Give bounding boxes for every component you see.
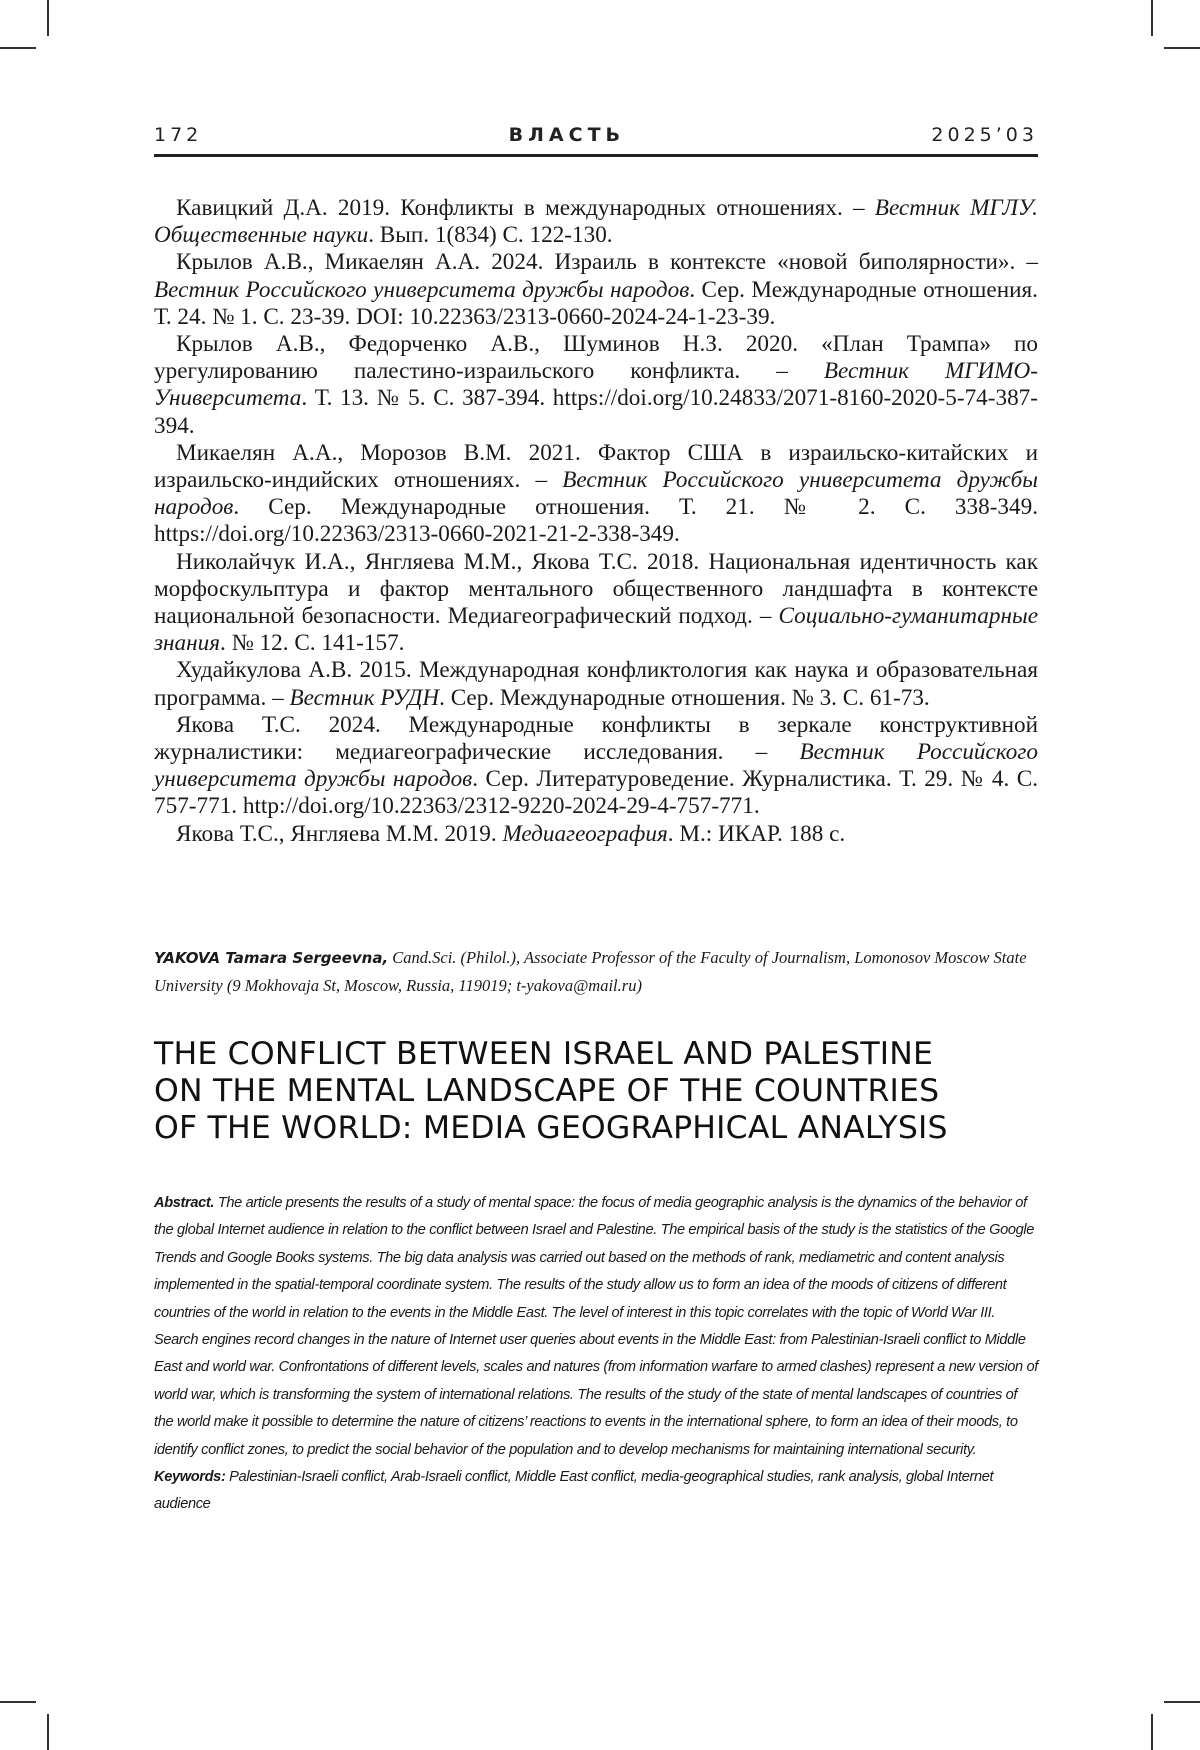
reference-item: Николайчук И.А., Янгляева М.М., Якова Т.С. 2018. Национальная идентичность как морфоскульптура и фактор ментального общественного ландшафта в контексте национальной безопасности. Медиагеографический подход. – Социально-гуманитарные знания. № 12. С. 141-157. [154,548,1038,657]
reference-item: Кавицкий Д.А. 2019. Конфликты в международных отношениях. – Вестник МГЛУ. Общественные науки. Вып. 1(834) С. 122-130. [154,195,1038,249]
reference-item: Микаелян А.А., Морозов В.М. 2021. Фактор США в израильско-китайских и израильско-индийских отношениях. – Вестник Российского университета дружбы народов. Сер. Международные отношения. Т. 21. № 2. С. 338-349. https://doi.org/10.22363/2313-0660-2021-21-2-338-349. [154,439,1039,548]
reference-list [154,195,1038,848]
issue-number: 2025’03 [931,124,1038,146]
author-name: YAKOVA Tamara Sergeevna, [154,949,389,967]
crop-mark-top-right-horizontal [1164,47,1200,49]
crop-mark-top-left-horizontal [0,47,36,49]
crop-mark-bottom-right-horizontal [1164,1701,1200,1703]
reference-item: Якова Т.С. 2024. Международные конфликты в зеркале конструктивной журналистики: медиагеографические исследования. – Вестник Российского университета дружбы народов. Сер. Литературоведение. Журналистика. Т. 29. № 4. С. 757-771. http://doi.org/10.22363/2312-9220-2024-29-4-757-771. [154,711,1038,820]
abstract-text: The article presents the results of a study of mental space: the focus of media geographic analysis is the dynamics of the behavior of the global Internet audience in relation to the conflict between Israel and Palestine. The empirical basis of the study is the statistics of the Google Trends and Google Books systems. The big data analysis was carried out based on the methods of rank, mediametric and content analysis implemented in the spatial-temporal coordinate system. The results of the study allow us to form an idea of the moods of citizens of different countries of the world in relation to the events in the Middle East. The level of interest in this topic correlates with the topic of World War III. Search engines record changes in the nature of Internet user queries about events in the Middle East: from Palestinian-Israeli conflict to Middle East and world war. Confrontations of different levels, scales and natures (from information warfare to armed clashes) represent a new version of world war, which is transforming the system of international relations. The results of the study of the state of mental landscapes of countries of the world make it possible to determine the nature of citizens’ reactions to events in the international sphere, to form an idea of their moods, to identify conflict zones, to predict the social behavior of the population and to develop mechanisms for maintaining international security. [154,1195,1038,1458]
article-title [154,1036,1054,1147]
page-number: 172 [154,124,203,146]
title-line: THE CONFLICT BETWEEN ISRAEL AND PALESTINE [154,1036,934,1072]
header-rule [154,154,1038,157]
title-line: ON THE MENTAL LANDSCAPE OF THE COUNTRIES [154,1073,940,1109]
keywords-text: Palestinian-Israeli conflict, Arab-Israeli conflict, Middle East conflict, media-geographical studies, rank analysis, global Internet audience [154,1469,994,1513]
reference-item: Крылов А.В., Микаелян А.А. 2024. Израиль в контексте «новой биполярности». – Вестник Российского университета дружбы народов. Сер. Международные отношения. Т. 24. № 1. С. 23-39. DOI: 10.22363/2313-0660-2024-24-1-23-39. [154,249,1038,330]
author-info [154,944,1040,999]
reference-item: Крылов А.В., Федорченко А.В., Шуминов Н.З. 2020. «План Трампа» по урегулированию палестино-израильского конфликта. – Вестник МГИМО-Университета. Т. 13. № 5. С. 387-394. https://doi.org/10.24833/2071-8160-2020-5-74-387-394. [154,331,1038,439]
reference-item: Якова Т.С., Янгляева М.М. 2019. Медиагеография. М.: ИКАР. 188 с. [176,820,846,847]
crop-mark-bottom-left-vertical [47,1714,49,1750]
title-line: OF THE WORLD: MEDIA GEOGRAPHICAL ANALYSIS [154,1110,948,1146]
crop-mark-bottom-left-horizontal [0,1701,36,1703]
abstract-block [154,1190,1038,1519]
keywords [154,1464,1038,1519]
reference-item: Худайкулова А.В. 2015. Международная конфликтология как наука и образовательная программа. – Вестник РУДН. Сер. Международные отношения. № 3. С. 61-73. [154,657,1038,711]
keywords-label: Keywords: [154,1469,226,1486]
running-header [154,124,1038,146]
crop-mark-top-left-vertical [47,0,49,36]
crop-mark-bottom-right-vertical [1151,1714,1153,1750]
crop-mark-top-right-vertical [1151,0,1153,36]
journal-name: ВЛАСТЬ [508,124,626,146]
abstract-label: Abstract. [154,1195,215,1211]
author-details: Cand.Sci. (Philol.), Associate Professor of the Faculty of Journalism, Lomonosov Moscow State University (9 Mokhovaja St, Moscow, Russia, 119019; t-yakova@mail.ru) [154,948,1027,995]
abstract [154,1190,1038,1464]
